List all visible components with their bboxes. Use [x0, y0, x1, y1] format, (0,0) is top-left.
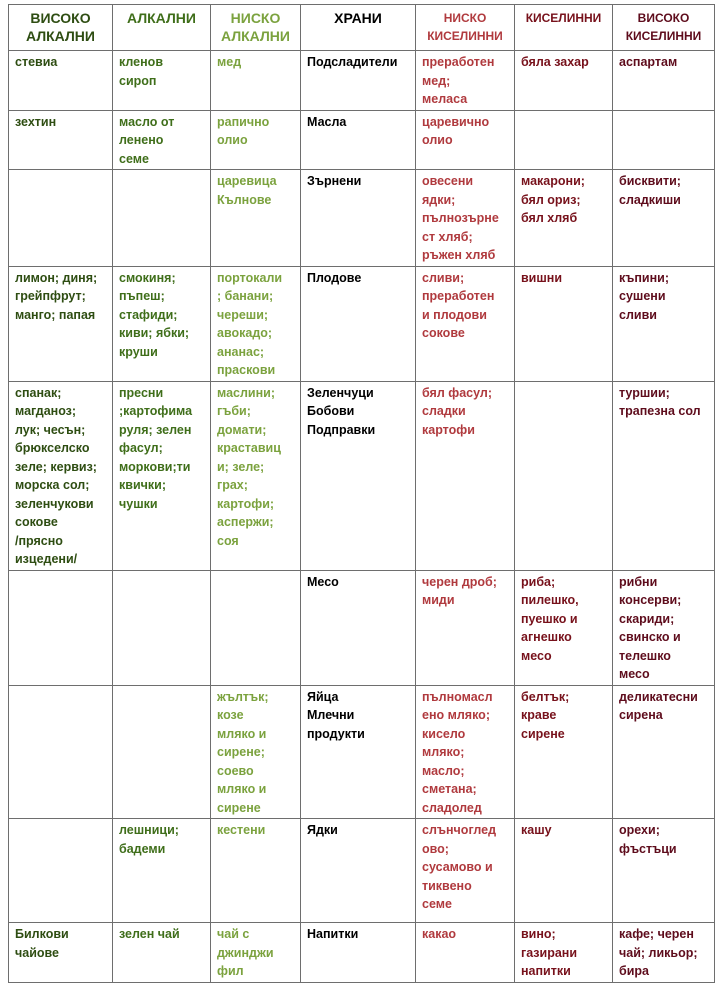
cell-low-acidic: царевично олио	[416, 110, 515, 170]
cell-acidic	[515, 110, 613, 170]
cell-acidic: риба; пилешко, пуешко и агнешко месо	[515, 570, 613, 685]
cell-low-acidic: сливи; преработен и плодови сокове	[416, 266, 515, 381]
cell-high-acidic: къпини; сушени сливи	[613, 266, 715, 381]
food-ph-table	[8, 4, 715, 983]
table-row	[9, 110, 715, 170]
cell-alkaline: пресни ;картофима руля; зелен фасул; моркови;ти квички; чушки	[113, 381, 211, 570]
cell-low-alkaline: рапично олио	[211, 110, 301, 170]
cell-high-alkaline: Билкови чайове	[9, 923, 113, 983]
cell-alkaline: масло от ленено семе	[113, 110, 211, 170]
header-row	[9, 5, 715, 51]
cell-low-alkaline: мед	[211, 51, 301, 111]
cell-low-acidic: слънчоглед ово; сусамово и тиквено семе	[416, 819, 515, 923]
cell-acidic: вишни	[515, 266, 613, 381]
cell-high-acidic: аспартам	[613, 51, 715, 111]
cell-low-acidic: черен дроб; миди	[416, 570, 515, 685]
cell-foods: Подсладители	[301, 51, 416, 111]
cell-alkaline	[113, 170, 211, 267]
header-alkaline: АЛКАЛНИ	[113, 5, 211, 51]
cell-low-acidic: пълномасл ено мляко; кисело мляко; масло; сметана; сладолед	[416, 685, 515, 819]
cell-acidic	[515, 381, 613, 570]
cell-acidic: бяла захар	[515, 51, 613, 111]
header-high-acidic: ВИСОКО КИСЕЛИННИ	[613, 5, 715, 51]
cell-acidic: белтък; краве сирене	[515, 685, 613, 819]
cell-alkaline: лешници; бадеми	[113, 819, 211, 923]
cell-low-alkaline: кестени	[211, 819, 301, 923]
cell-low-alkaline: чай с джинджи фил	[211, 923, 301, 983]
cell-high-acidic: деликатесни сирена	[613, 685, 715, 819]
cell-alkaline	[113, 685, 211, 819]
cell-high-acidic: бисквити; сладкиши	[613, 170, 715, 267]
cell-foods: Напитки	[301, 923, 416, 983]
cell-high-alkaline	[9, 570, 113, 685]
cell-alkaline: зелен чай	[113, 923, 211, 983]
cell-acidic: кашу	[515, 819, 613, 923]
table-row	[9, 570, 715, 685]
cell-low-alkaline: портокали ; банани; череши; авокадо; ананас; праскови	[211, 266, 301, 381]
cell-foods: Месо	[301, 570, 416, 685]
table-row	[9, 819, 715, 923]
cell-foods: Масла	[301, 110, 416, 170]
cell-high-alkaline: стевиа	[9, 51, 113, 111]
header-high-alkaline: ВИСОКО АЛКАЛНИ	[9, 5, 113, 51]
cell-foods: Ядки	[301, 819, 416, 923]
header-foods: ХРАНИ	[301, 5, 416, 51]
cell-high-alkaline	[9, 819, 113, 923]
cell-low-alkaline: жълтък; козе мляко и сирене; соево мляко и сирене	[211, 685, 301, 819]
cell-low-acidic: овесени ядки; пълнозърне ст хляб; ръжен хляб	[416, 170, 515, 267]
cell-alkaline: кленов сироп	[113, 51, 211, 111]
cell-foods: Зърнени	[301, 170, 416, 267]
cell-high-acidic: туршии; трапезна сол	[613, 381, 715, 570]
cell-low-acidic: преработен мед; меласа	[416, 51, 515, 111]
table-row	[9, 266, 715, 381]
cell-low-alkaline: царевица Кълнове	[211, 170, 301, 267]
table-row	[9, 51, 715, 111]
header-low-alkaline: НИСКО АЛКАЛНИ	[211, 5, 301, 51]
cell-low-acidic: какао	[416, 923, 515, 983]
table-row	[9, 381, 715, 570]
cell-low-alkaline: маслини; гъби; домати; краставиц и; зеле; грах; картофи; аспержи; соя	[211, 381, 301, 570]
table-row	[9, 923, 715, 983]
cell-high-alkaline: зехтин	[9, 110, 113, 170]
table-row	[9, 170, 715, 267]
cell-acidic: вино; газирани напитки	[515, 923, 613, 983]
cell-alkaline: смокиня; пъпеш; стафиди; киви; ябки; круши	[113, 266, 211, 381]
cell-high-acidic: орехи; фъстъци	[613, 819, 715, 923]
cell-high-alkaline: спанак; магданоз; лук; чесън; брюкселско зеле; кервиз; морска сол; зеленчукови сокове /прясно изцедени/	[9, 381, 113, 570]
cell-high-alkaline	[9, 170, 113, 267]
cell-low-alkaline	[211, 570, 301, 685]
cell-foods: Плодове	[301, 266, 416, 381]
cell-low-acidic: бял фасул; сладки картофи	[416, 381, 515, 570]
cell-high-acidic: кафе; черен чай; ликьор; бира	[613, 923, 715, 983]
cell-alkaline	[113, 570, 211, 685]
table-body	[9, 51, 715, 983]
cell-high-acidic: рибни консерви; скариди; свинско и телешко месо	[613, 570, 715, 685]
cell-foods: Яйца Млечни продукти	[301, 685, 416, 819]
cell-acidic: макарони; бял ориз; бял хляб	[515, 170, 613, 267]
cell-high-alkaline	[9, 685, 113, 819]
header-low-acidic: НИСКО КИСЕЛИННИ	[416, 5, 515, 51]
table-row	[9, 685, 715, 819]
cell-foods: Зеленчуци Бобови Подправки	[301, 381, 416, 570]
header-acidic: КИСЕЛИННИ	[515, 5, 613, 51]
cell-high-acidic	[613, 110, 715, 170]
cell-high-alkaline: лимон; диня; грейпфрут; манго; папая	[9, 266, 113, 381]
